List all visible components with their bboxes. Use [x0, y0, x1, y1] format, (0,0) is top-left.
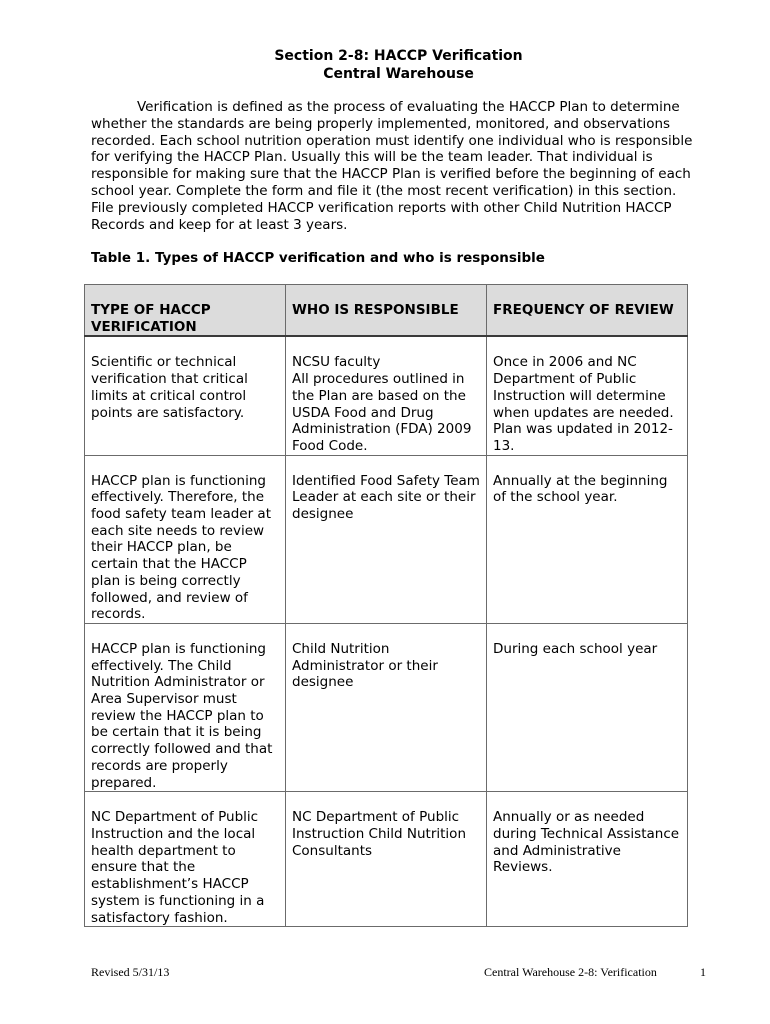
table-cell: During each school year [487, 623, 688, 791]
table-row [85, 792, 688, 927]
table-cell: Annually at the beginning of the school year. [487, 455, 688, 623]
section-title: Section 2-8: HACCP Verification [274, 48, 523, 64]
verification-table [84, 284, 688, 927]
footer-page-number: 1 [700, 965, 706, 979]
table-cell: NCSU faculty All procedures outlined in the Plan are based on the USDA Food and Drug Administration (FDA) 2009 Food Code. [286, 336, 487, 455]
footer-revised-date: Revised 5/31/13 [91, 965, 170, 979]
footer-section-label: Central Warehouse 2-8: Verification [484, 965, 657, 979]
section-subtitle: Central Warehouse [323, 66, 474, 82]
column-header-frequency: FREQUENCY OF REVIEW [487, 285, 688, 337]
table-cell: NC Department of Public Instruction and the local health department to ensure that the establishment’s HACCP system is functioning in a satisfactory fashion. [85, 792, 286, 927]
table-cell: Once in 2006 and NC Department of Public Instruction will determine when updates are needed. Plan was updated in 2012-13. [487, 336, 688, 455]
table-row [85, 336, 688, 455]
table-cell: Annually or as needed during Technical Assistance and Administrative Reviews. [487, 792, 688, 927]
table-cell: HACCP plan is functioning effectively. Therefore, the food safety team leader at each site needs to review their HACCP plan, be certain that the HACCP plan is being correctly followed, and review of records. [85, 455, 286, 623]
table-row [85, 455, 688, 623]
table-header-row [85, 285, 688, 337]
column-header-responsible: WHO IS RESPONSIBLE [286, 285, 487, 337]
table-cell: Identified Food Safety Team Leader at each site or their designee [286, 455, 487, 623]
table-row [85, 623, 688, 791]
table-caption: Table 1. Types of HACCP verification and who is responsible [91, 250, 545, 266]
column-header-type: TYPE OF HACCP VERIFICATION [85, 285, 286, 337]
table-cell: Scientific or technical verification that critical limits at critical control points are satisfactory. [85, 336, 286, 455]
table-cell: NC Department of Public Instruction Child Nutrition Consultants [286, 792, 487, 927]
table-cell: Child Nutrition Administrator or their designee [286, 623, 487, 791]
intro-paragraph: Verification is defined as the process of evaluating the HACCP Plan to determine whether the standards are being properly implemented, monitored, and observations recorded. Each school nutrition operation must identify one individual who is responsible for verifying the HACCP Plan. Usually this will be the team leader. That individual is responsible for making sure that the HACCP Plan is verified before the beginning of each school year. Complete the form and file it (the most recent verification) in this section. File previously completed HACCP verification reports with other Child Nutrition HACCP Records and keep for at least 3 years. [91, 99, 693, 233]
table-cell: HACCP plan is functioning effectively. The Child Nutrition Administrator or Area Supervisor must review the HACCP plan to be certain that it is being correctly followed and that records are properly prepared. [85, 623, 286, 791]
